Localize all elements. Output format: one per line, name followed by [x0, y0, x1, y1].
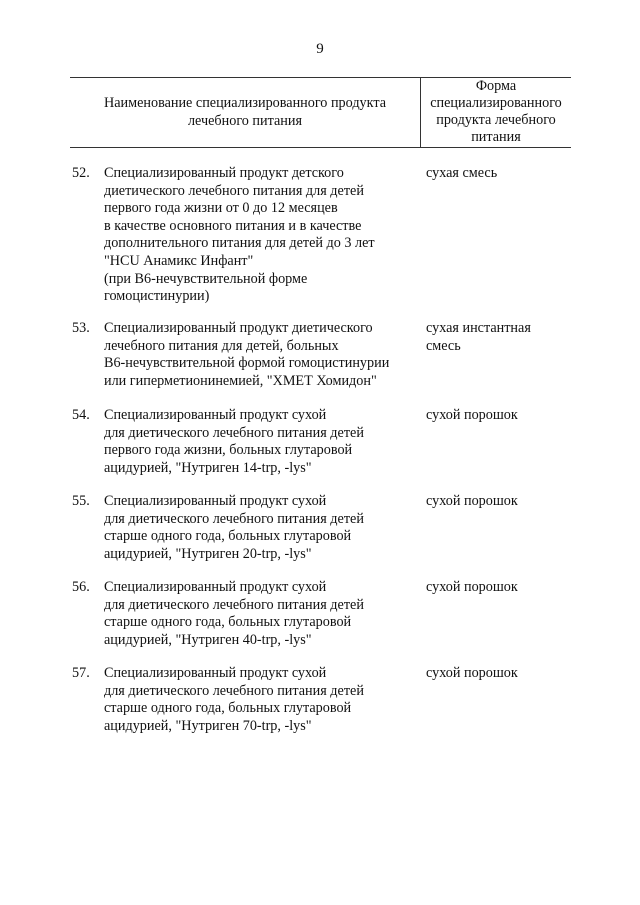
- product-name: [104, 320, 416, 390]
- product-name: [104, 665, 416, 735]
- header-line: лечебного питания: [187, 113, 303, 129]
- product-form: [426, 407, 571, 425]
- header-line: специализированного: [430, 95, 562, 111]
- text-line: старше одного года, больных глутаровой: [104, 528, 352, 545]
- text-line: первого года жизни, больных глутаровой: [104, 442, 353, 459]
- text-line: для диетического лечебного питания детей: [104, 510, 364, 527]
- text-line: старше одного года, больных глутаровой: [104, 700, 352, 717]
- row-number: 52.: [72, 165, 90, 181]
- product-form: [426, 320, 571, 355]
- text-line: сухой порошок: [426, 493, 518, 509]
- text-line: для диетического лечебного питания детей: [104, 596, 364, 613]
- text-line: Специализированный продукт детского: [104, 165, 344, 181]
- product-form: [426, 579, 571, 597]
- text-line: Специализированный продукт сухой: [104, 665, 327, 681]
- product-name: [104, 407, 416, 477]
- page-number: 9: [316, 41, 324, 57]
- text-line: (при В6-нечувствительной форме: [104, 270, 308, 287]
- text-line: старше одного года, больных глутаровой: [104, 614, 352, 631]
- product-name: [104, 579, 416, 649]
- product-form: [426, 165, 571, 183]
- text-line: смесь: [426, 337, 461, 354]
- product-form: [426, 493, 571, 511]
- text-line: Специализированный продукт сухой: [104, 493, 327, 509]
- product-name: [104, 165, 416, 306]
- row-number: 56.: [72, 579, 90, 595]
- text-line: сухой порошок: [426, 407, 518, 423]
- product-form: [426, 665, 571, 683]
- header-line: Форма: [475, 78, 517, 94]
- row-number: 55.: [72, 493, 90, 509]
- column-header-product-name: [70, 94, 420, 130]
- text-line: первого года жизни от 0 до 12 месяцев: [104, 200, 338, 217]
- row-number: 53.: [72, 320, 90, 336]
- text-line: сухой порошок: [426, 579, 518, 595]
- text-line: для диетического лечебного питания детей: [104, 682, 364, 699]
- text-line: ацидурией, "Нутриген 14-trp, -lys": [104, 459, 312, 476]
- text-line: или гиперметионинемией, "ХМЕТ Хомидон": [104, 372, 377, 389]
- text-line: в качестве основного питания и в качестве: [104, 217, 362, 234]
- header-line: питания: [471, 129, 521, 145]
- text-line: ацидурией, "Нутриген 40-trp, -lys": [104, 631, 312, 648]
- text-line: для диетического лечебного питания детей: [104, 424, 364, 441]
- table-header-bottom-rule: [70, 147, 571, 148]
- text-line: лечебного питания для детей, больных: [104, 337, 339, 354]
- text-line: ацидурией, "Нутриген 20-trp, -lys": [104, 545, 312, 562]
- text-line: гомоцистинурии): [104, 288, 210, 305]
- text-line: дополнительного питания для детей до 3 лет: [104, 235, 375, 252]
- column-header-product-form: [421, 78, 571, 146]
- row-number: 54.: [72, 407, 90, 423]
- header-line: продукта лечебного: [436, 112, 556, 128]
- product-name: [104, 493, 416, 563]
- text-line: сухая смесь: [426, 165, 498, 181]
- text-line: Специализированный продукт диетического: [104, 320, 373, 336]
- text-line: ацидурией, "Нутриген 70-trp, -lys": [104, 717, 312, 734]
- header-line: Наименование специализированного продукта: [103, 95, 387, 111]
- text-line: Специализированный продукт сухой: [104, 407, 327, 423]
- text-line: "HCU Анамикс Инфант": [104, 252, 254, 269]
- text-line: сухой порошок: [426, 665, 518, 681]
- text-line: диетического лечебного питания для детей: [104, 182, 364, 199]
- text-line: Специализированный продукт сухой: [104, 579, 327, 595]
- text-line: сухая инстантная: [426, 320, 531, 336]
- row-number: 57.: [72, 665, 90, 681]
- text-line: В6-нечувствительной формой гомоцистинурии: [104, 355, 390, 372]
